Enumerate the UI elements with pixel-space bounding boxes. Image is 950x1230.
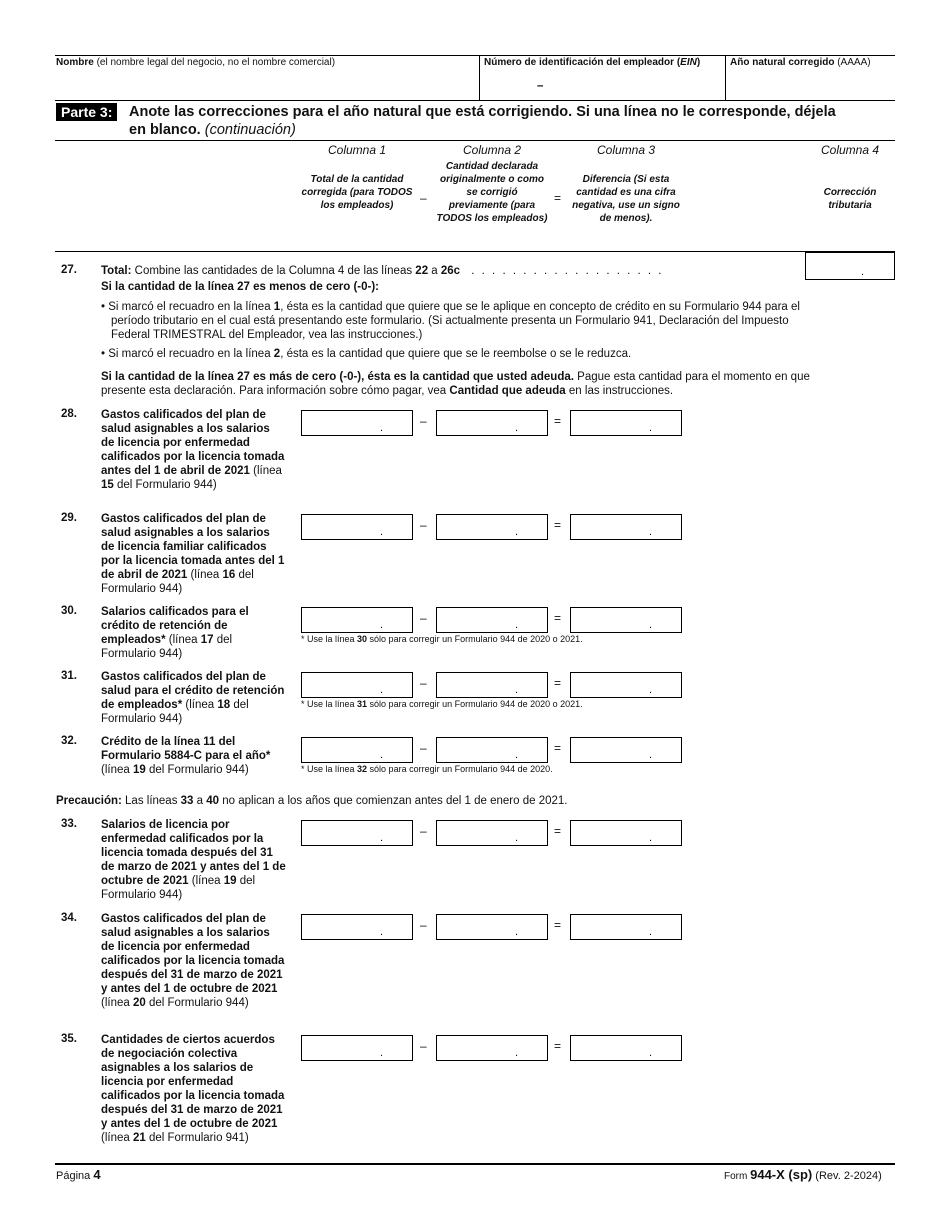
equals-sign: =: [554, 414, 562, 428]
line-description: Salarios de licencia por enfermedad calificados por la licencia tomada después del 31 de marzo de 2021 y antes del 1 de octubre de 2021 (línea 19 del Formulario 944): [101, 819, 286, 901]
line-number: 28.: [61, 408, 77, 420]
name-field-label: Nombre (el nombre legal del negocio, no el nombre comercial): [56, 57, 336, 68]
line-col2-input[interactable]: [436, 737, 548, 763]
decimal-point: .: [515, 422, 519, 434]
line-col2-input[interactable]: [436, 410, 548, 436]
minus-sign: –: [420, 918, 427, 932]
ein-field-label: Número de identificación del empleador (EIN): [484, 57, 701, 68]
part-title: Anote las correcciones para el año natural que está corrigiendo. Si una línea no le corresponde, déjela en blanco. (continuación): [129, 104, 836, 138]
line-description: Gastos calificados del plan de salud asignables a los salarios de licencia por enfermedad calificados por la licencia tomada después del 31 de marzo de 2021 y antes del 1 de octubre de 2021 (línea 20 del Formulario 944): [101, 913, 285, 1009]
minus-sign: –: [420, 1039, 427, 1053]
line-number: 33.: [61, 818, 77, 830]
line-footnote: * Use la línea 31 sólo para corregir un Formulario 944 de 2020 o 2021.: [301, 699, 583, 709]
ein-dash: –: [537, 80, 544, 92]
decimal-point: .: [380, 684, 384, 696]
equals-sign: =: [554, 1039, 562, 1053]
decimal-point: .: [380, 619, 384, 631]
line-number: 29.: [61, 512, 77, 524]
decimal-point: .: [649, 526, 653, 538]
line27-amount-due-paragraph: Si la cantidad de la línea 27 es más de cero (-0-), ésta es la cantidad que usted adeuda. Pague esta cantidad para el momento en que presente esta declaración. Para información sobre cómo pagar, vea Cantidad que adeuda en las instrucciones.: [101, 371, 810, 397]
equals-sign: =: [554, 191, 562, 205]
decimal-point: .: [380, 926, 384, 938]
line-footnote: * Use la línea 30 sólo para corregir un Formulario 944 de 2020 o 2021.: [301, 634, 583, 644]
decimal-point: .: [380, 526, 384, 538]
line-col3-input[interactable]: [570, 1035, 682, 1061]
equals-sign: =: [554, 741, 562, 755]
decimal-point: .: [649, 749, 653, 761]
equals-sign: =: [554, 518, 562, 532]
equals-sign: =: [554, 676, 562, 690]
line-col2-input[interactable]: [436, 607, 548, 633]
minus-sign: –: [420, 741, 427, 755]
line-col1-input[interactable]: [301, 410, 413, 436]
decimal-point: .: [380, 422, 384, 434]
decimal-point: .: [649, 684, 653, 696]
line-description: Gastos calificados del plan de salud asignables a los salarios de licencia familiar calificados por la licencia tomada antes del 1 de abril de 2021 (línea 16 del Formulario 944): [101, 513, 285, 595]
line-col1-input[interactable]: [301, 737, 413, 763]
decimal-point: .: [649, 832, 653, 844]
minus-sign: –: [420, 824, 427, 838]
line-col1-input[interactable]: [301, 914, 413, 940]
line-col3-input[interactable]: [570, 737, 682, 763]
line-description: Gastos calificados del plan de salud para el crédito de retención de empleados* (línea 18 del Formulario 944): [101, 671, 285, 725]
col1-description: Total de la cantidad corregida (para TODOS los empleados): [301, 174, 413, 211]
equals-sign: =: [554, 611, 562, 625]
decimal-point: .: [649, 619, 653, 631]
line-col3-input[interactable]: [570, 914, 682, 940]
minus-sign: –: [420, 191, 427, 205]
line-col3-input[interactable]: [570, 410, 682, 436]
equals-sign: =: [554, 824, 562, 838]
form-identifier: Form 944-X (sp) (Rev. 2-2024): [724, 1167, 882, 1182]
line27-bullet2: • Si marcó el recuadro en la línea 2, ésta es la cantidad que quiere que se le reembolse o se le reduzca.: [101, 348, 632, 360]
col3-header: Columna 3: [596, 143, 656, 157]
line-col3-input[interactable]: [570, 514, 682, 540]
col4-description: Corrección tributaria: [823, 187, 877, 211]
equals-sign: =: [554, 918, 562, 932]
line-number: 34.: [61, 912, 77, 924]
line-col3-input[interactable]: [570, 607, 682, 633]
decimal-point: .: [515, 926, 519, 938]
line-description: Salarios calificados para el crédito de retención de empleados* (línea 17 del Formulario 944): [101, 606, 249, 660]
decimal-point: .: [515, 619, 519, 631]
line-col2-input[interactable]: [436, 820, 548, 846]
line-col1-input[interactable]: [301, 607, 413, 633]
line-col2-input[interactable]: [436, 514, 548, 540]
part-badge: Parte 3:: [56, 103, 117, 121]
line-number: 35.: [61, 1033, 77, 1045]
decimal-point: .: [649, 1047, 653, 1059]
line27-sub-heading: Si la cantidad de la línea 27 es menos de cero (-0-):: [101, 281, 380, 293]
minus-sign: –: [420, 518, 427, 532]
line-col1-input[interactable]: [301, 820, 413, 846]
page-number: Página 4: [56, 1167, 101, 1182]
line-col1-input[interactable]: [301, 1035, 413, 1061]
line-footnote: * Use la línea 32 sólo para corregir un Formulario 944 de 2020.: [301, 764, 553, 774]
decimal-point: .: [380, 832, 384, 844]
line-number: 30.: [61, 605, 77, 617]
col2-header: Columna 2: [462, 143, 522, 157]
line-col2-input[interactable]: [436, 1035, 548, 1061]
line27-bullet1: • Si marcó el recuadro en la línea 1, ésta es la cantidad que quiere que se le aplique en concepto de crédito en su Formulario 944 para el período tributario en el cual está presentando este formulario. (Si actualmente presenta un Formulario 941, Declaración del Impuesto Federal TRIMESTRAL del Empleador, vea las instrucciones.): [101, 301, 800, 341]
year-field-label: Año natural corregido (AAAA): [730, 57, 871, 68]
col3-description: Diferencia (Si esta cantidad es una cifra negativa, use un signo de menos).: [572, 174, 680, 224]
decimal-point: .: [380, 1047, 384, 1059]
line-col3-input[interactable]: [570, 672, 682, 698]
line-description: Gastos calificados del plan de salud asignables a los salarios de licencia por enfermedad calificados por la licencia tomada antes del 1 de abril de 2021 (línea 15 del Formulario 944): [101, 409, 285, 491]
decimal-point: .: [649, 422, 653, 434]
decimal-point: .: [515, 832, 519, 844]
minus-sign: –: [420, 611, 427, 625]
line-col2-input[interactable]: [436, 914, 548, 940]
decimal-point: .: [515, 526, 519, 538]
line-description: Cantidades de ciertos acuerdos de negociación colectiva asignables a los salarios de licencia por enfermedad calificados por la licencia tomada después del 31 de marzo de 2021 y antes del 1 de octubre de 2021 (línea 21 del Formulario 941): [101, 1034, 285, 1144]
line-col1-input[interactable]: [301, 672, 413, 698]
decimal-point: .: [515, 684, 519, 696]
line27-text: Total: Combine las cantidades de la Columna 4 de las líneas 22 a 26c . . . . . . . . . . . . . . . . . . .: [101, 265, 664, 277]
decimal-point: .: [515, 1047, 519, 1059]
decimal-point: .: [380, 749, 384, 761]
line27-col4-input[interactable]: .: [805, 252, 895, 280]
decimal-point: .: [649, 926, 653, 938]
caution-note: Precaución: Las líneas 33 a 40 no aplican a los años que comienzan antes del 1 de enero de 2021.: [56, 795, 568, 807]
line-number: 31.: [61, 670, 77, 682]
decimal-point: .: [515, 749, 519, 761]
line-description: Crédito de la línea 11 del Formulario 5884-C para el año* (línea 19 del Formulario 944): [101, 736, 271, 776]
line-col3-input[interactable]: [570, 820, 682, 846]
line-col2-input[interactable]: [436, 672, 548, 698]
col4-header: Columna 4: [820, 143, 880, 157]
minus-sign: –: [420, 676, 427, 690]
line27-number: 27.: [61, 264, 77, 276]
col2-description: Cantidad declarada originalmente o como se corrigió previamente (para TODOS los empleados): [436, 161, 548, 224]
minus-sign: –: [420, 414, 427, 428]
line-col1-input[interactable]: [301, 514, 413, 540]
line-number: 32.: [61, 735, 77, 747]
col1-header: Columna 1: [327, 143, 387, 157]
